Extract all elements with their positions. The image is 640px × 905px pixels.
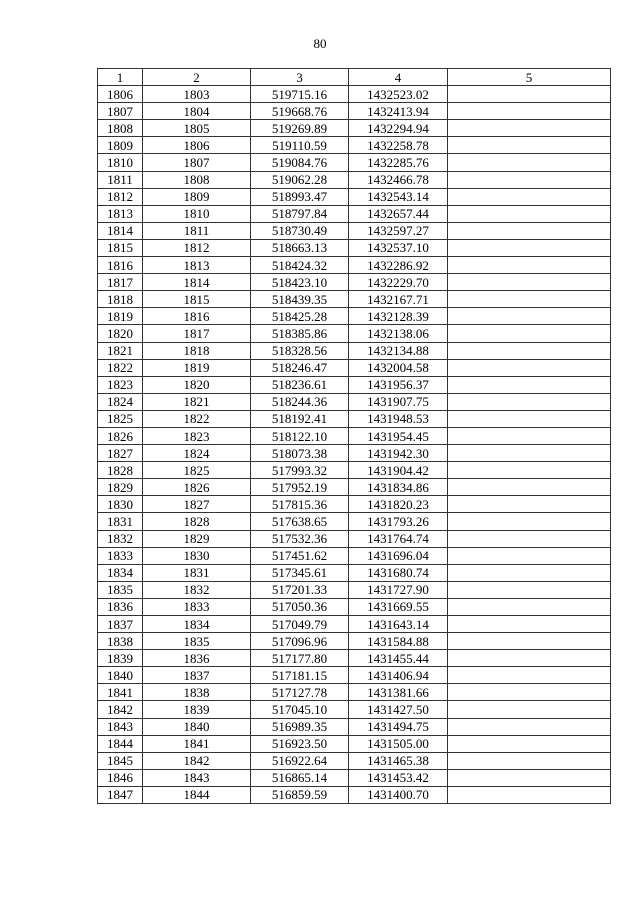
page-number: 80: [313, 36, 327, 51]
table-cell: 518244.36: [251, 393, 349, 410]
table-cell: 1839: [143, 701, 251, 718]
table-cell: 518423.10: [251, 274, 349, 291]
table-row: [98, 86, 611, 103]
table-row: [98, 735, 611, 752]
table-cell: [448, 513, 611, 530]
table-cell: 1804: [143, 103, 251, 120]
table-cell: 519062.28: [251, 171, 349, 188]
table-cell: [448, 735, 611, 752]
table-cell: 1813: [98, 205, 143, 222]
table-row: [98, 530, 611, 547]
table-cell: 518073.38: [251, 445, 349, 462]
table-cell: 1807: [98, 103, 143, 120]
table-cell: 1841: [98, 684, 143, 701]
table-cell: 1431455.44: [349, 650, 448, 667]
table-cell: 1834: [98, 564, 143, 581]
column-header: 3: [251, 69, 349, 86]
table-cell: 1832: [98, 530, 143, 547]
table-cell: [448, 496, 611, 513]
table-cell: 517045.10: [251, 701, 349, 718]
table-cell: 518424.32: [251, 257, 349, 274]
table-cell: 1831: [143, 564, 251, 581]
table-cell: [448, 257, 611, 274]
table-row: [98, 616, 611, 633]
table-cell: 517049.79: [251, 616, 349, 633]
table-cell: 1431406.94: [349, 667, 448, 684]
table-cell: 517345.61: [251, 564, 349, 581]
table-cell: 1432294.94: [349, 120, 448, 137]
table-cell: 518385.86: [251, 325, 349, 342]
table-cell: 1821: [98, 342, 143, 359]
table-cell: 1807: [143, 154, 251, 171]
table-row: [98, 479, 611, 496]
table-cell: [448, 667, 611, 684]
table-cell: 1432134.88: [349, 342, 448, 359]
column-header: 1: [98, 69, 143, 86]
table-row: [98, 154, 611, 171]
table-cell: 516989.35: [251, 718, 349, 735]
table-cell: 518122.10: [251, 427, 349, 444]
table-cell: 1432597.27: [349, 222, 448, 239]
table-cell: 1431669.55: [349, 598, 448, 615]
table-cell: 1831: [98, 513, 143, 530]
table-cell: [448, 752, 611, 769]
table-row: [98, 547, 611, 564]
column-header: 2: [143, 69, 251, 86]
table-cell: [448, 598, 611, 615]
table-cell: 1847: [98, 786, 143, 803]
table-cell: 1834: [143, 616, 251, 633]
table-cell: 1833: [143, 598, 251, 615]
table-cell: 1432657.44: [349, 205, 448, 222]
table-cell: 1432286.92: [349, 257, 448, 274]
table-cell: [448, 718, 611, 735]
table-cell: 1817: [98, 274, 143, 291]
table-cell: 1808: [98, 120, 143, 137]
table-cell: [448, 291, 611, 308]
table-cell: 1819: [143, 359, 251, 376]
table-cell: 518425.28: [251, 308, 349, 325]
table-cell: 1828: [98, 462, 143, 479]
table-cell: 517638.65: [251, 513, 349, 530]
table-cell: [448, 410, 611, 427]
table-cell: 1840: [143, 718, 251, 735]
table-cell: 519715.16: [251, 86, 349, 103]
table-cell: 1837: [98, 616, 143, 633]
table-cell: 1818: [98, 291, 143, 308]
table-cell: [448, 359, 611, 376]
table-row: [98, 239, 611, 256]
table-cell: 1837: [143, 667, 251, 684]
table-cell: 1835: [98, 581, 143, 598]
table-cell: [448, 120, 611, 137]
table-cell: 517177.80: [251, 650, 349, 667]
table-cell: [448, 701, 611, 718]
table-row: [98, 257, 611, 274]
table-cell: [448, 171, 611, 188]
table-cell: 1838: [143, 684, 251, 701]
table-cell: [448, 376, 611, 393]
table-cell: 1812: [143, 239, 251, 256]
coordinates-table: [97, 68, 611, 804]
table-cell: 1824: [98, 393, 143, 410]
table-cell: 1820: [143, 376, 251, 393]
table-row: [98, 376, 611, 393]
table-cell: 519084.76: [251, 154, 349, 171]
table-row: [98, 496, 611, 513]
table-row: [98, 188, 611, 205]
table-cell: 517993.32: [251, 462, 349, 479]
table-cell: [448, 188, 611, 205]
table-row: [98, 325, 611, 342]
table-cell: 1811: [98, 171, 143, 188]
table-cell: [448, 325, 611, 342]
table-row: [98, 342, 611, 359]
table-cell: 1432004.58: [349, 359, 448, 376]
table-cell: 517532.36: [251, 530, 349, 547]
table-row: [98, 445, 611, 462]
table-cell: 517050.36: [251, 598, 349, 615]
table-cell: 1838: [98, 633, 143, 650]
table-cell: 517096.96: [251, 633, 349, 650]
table-cell: 1844: [98, 735, 143, 752]
table-header-row: [98, 69, 611, 86]
table-cell: 1816: [143, 308, 251, 325]
table-cell: 1432229.70: [349, 274, 448, 291]
table-row: [98, 684, 611, 701]
table-cell: [448, 633, 611, 650]
table-cell: [448, 427, 611, 444]
table-cell: 1431942.30: [349, 445, 448, 462]
table-cell: 1830: [143, 547, 251, 564]
table-cell: 1811: [143, 222, 251, 239]
table-cell: 1431793.26: [349, 513, 448, 530]
table-cell: 1820: [98, 325, 143, 342]
table-cell: 518439.35: [251, 291, 349, 308]
table-cell: [448, 103, 611, 120]
table-cell: 1806: [98, 86, 143, 103]
table-cell: 1814: [98, 222, 143, 239]
table-row: [98, 752, 611, 769]
table-cell: 1431696.04: [349, 547, 448, 564]
table-cell: 1842: [143, 752, 251, 769]
table-cell: 1822: [143, 410, 251, 427]
table-row: [98, 701, 611, 718]
table-cell: 1432167.71: [349, 291, 448, 308]
table-cell: 1823: [143, 427, 251, 444]
table-row: [98, 274, 611, 291]
table-cell: 519269.89: [251, 120, 349, 137]
table-cell: 1833: [98, 547, 143, 564]
table-cell: [448, 239, 611, 256]
table-cell: 1842: [98, 701, 143, 718]
table-cell: 1810: [98, 154, 143, 171]
table-cell: 1815: [143, 291, 251, 308]
table-row: [98, 581, 611, 598]
table-cell: 1808: [143, 171, 251, 188]
table-cell: 518993.47: [251, 188, 349, 205]
table-cell: 1817: [143, 325, 251, 342]
table-row: [98, 120, 611, 137]
table-cell: [448, 308, 611, 325]
table-cell: 1431494.75: [349, 718, 448, 735]
table-cell: 1432543.14: [349, 188, 448, 205]
table-cell: 519110.59: [251, 137, 349, 154]
table-cell: 1845: [98, 752, 143, 769]
table-cell: 1829: [143, 530, 251, 547]
table-cell: 516923.50: [251, 735, 349, 752]
table-cell: 1432537.10: [349, 239, 448, 256]
table-row: [98, 205, 611, 222]
table-cell: 1832: [143, 581, 251, 598]
table-cell: 1431453.42: [349, 769, 448, 786]
table-row: [98, 410, 611, 427]
table-row: [98, 291, 611, 308]
table-cell: 1431954.45: [349, 427, 448, 444]
table-cell: 1823: [98, 376, 143, 393]
table-cell: [448, 479, 611, 496]
table-cell: 1814: [143, 274, 251, 291]
table-cell: 519668.76: [251, 103, 349, 120]
table-cell: [448, 769, 611, 786]
table-row: [98, 171, 611, 188]
table-cell: [448, 650, 611, 667]
table-cell: 517815.36: [251, 496, 349, 513]
table-cell: 516859.59: [251, 786, 349, 803]
table-cell: 1824: [143, 445, 251, 462]
table-cell: 518236.61: [251, 376, 349, 393]
table-cell: 517127.78: [251, 684, 349, 701]
table-cell: 1431727.90: [349, 581, 448, 598]
table-row: [98, 359, 611, 376]
table-cell: 1432258.78: [349, 137, 448, 154]
table-cell: [448, 462, 611, 479]
table-row: [98, 718, 611, 735]
table-cell: [448, 205, 611, 222]
table-row: [98, 393, 611, 410]
table-cell: 1431834.86: [349, 479, 448, 496]
table-cell: 1803: [143, 86, 251, 103]
table-cell: 1431948.53: [349, 410, 448, 427]
table-cell: [448, 530, 611, 547]
table-cell: 1843: [143, 769, 251, 786]
table-row: [98, 222, 611, 239]
table-cell: 1821: [143, 393, 251, 410]
table-row: [98, 598, 611, 615]
table-cell: 1846: [98, 769, 143, 786]
table-cell: 1816: [98, 257, 143, 274]
table-row: [98, 667, 611, 684]
table-cell: 1827: [143, 496, 251, 513]
table-cell: 1835: [143, 633, 251, 650]
table-row: [98, 427, 611, 444]
table-cell: [448, 222, 611, 239]
table-cell: [448, 786, 611, 803]
table-cell: 1431427.50: [349, 701, 448, 718]
table-cell: [448, 154, 611, 171]
table-cell: 517201.33: [251, 581, 349, 598]
table-cell: [448, 274, 611, 291]
table-cell: 1809: [143, 188, 251, 205]
table-row: [98, 564, 611, 581]
table-cell: [448, 393, 611, 410]
table-cell: 1432466.78: [349, 171, 448, 188]
table-cell: [448, 684, 611, 701]
table-row: [98, 103, 611, 120]
table-cell: 1826: [143, 479, 251, 496]
table-cell: 516865.14: [251, 769, 349, 786]
table-cell: [448, 616, 611, 633]
table-cell: 1431465.38: [349, 752, 448, 769]
table-cell: [448, 445, 611, 462]
table-cell: 1826: [98, 427, 143, 444]
table-cell: 517952.19: [251, 479, 349, 496]
table-cell: 1431904.42: [349, 462, 448, 479]
table-cell: 1432128.39: [349, 308, 448, 325]
table-cell: 1827: [98, 445, 143, 462]
table-cell: 1815: [98, 239, 143, 256]
table-cell: 1431400.70: [349, 786, 448, 803]
table-cell: 1836: [98, 598, 143, 615]
table-cell: 1843: [98, 718, 143, 735]
table-cell: 1844: [143, 786, 251, 803]
table-cell: 518730.49: [251, 222, 349, 239]
table-cell: 1839: [98, 650, 143, 667]
table-row: [98, 633, 611, 650]
table-cell: 1813: [143, 257, 251, 274]
table-cell: [448, 581, 611, 598]
table-cell: 1822: [98, 359, 143, 376]
table-cell: 1431643.14: [349, 616, 448, 633]
table-row: [98, 462, 611, 479]
table-cell: 1818: [143, 342, 251, 359]
table-cell: 1431505.00: [349, 735, 448, 752]
table-cell: [448, 137, 611, 154]
table-cell: 1840: [98, 667, 143, 684]
table-cell: 1810: [143, 205, 251, 222]
table-body: [98, 86, 611, 804]
table-cell: 1819: [98, 308, 143, 325]
table-cell: 1836: [143, 650, 251, 667]
table-cell: 1809: [98, 137, 143, 154]
table-cell: [448, 342, 611, 359]
table-cell: 1431381.66: [349, 684, 448, 701]
table-cell: 1432285.76: [349, 154, 448, 171]
table-cell: 1432138.06: [349, 325, 448, 342]
table-cell: [448, 564, 611, 581]
table-cell: [448, 547, 611, 564]
table-cell: 518246.47: [251, 359, 349, 376]
table-cell: 1825: [98, 410, 143, 427]
table-cell: 518192.41: [251, 410, 349, 427]
table-cell: 518663.13: [251, 239, 349, 256]
table-row: [98, 137, 611, 154]
table-cell: 518328.56: [251, 342, 349, 359]
table-cell: 1841: [143, 735, 251, 752]
table-cell: 1830: [98, 496, 143, 513]
table-cell: 1431764.74: [349, 530, 448, 547]
table-cell: 1432523.02: [349, 86, 448, 103]
table-cell: 1431907.75: [349, 393, 448, 410]
table-cell: 1805: [143, 120, 251, 137]
table-row: [98, 769, 611, 786]
table-cell: 1806: [143, 137, 251, 154]
table-cell: 1431584.88: [349, 633, 448, 650]
table-row: [98, 650, 611, 667]
table-cell: 1825: [143, 462, 251, 479]
table-row: [98, 308, 611, 325]
table-row: [98, 786, 611, 803]
table-cell: 1812: [98, 188, 143, 205]
table-cell: 518797.84: [251, 205, 349, 222]
table-cell: 1829: [98, 479, 143, 496]
column-header: 4: [349, 69, 448, 86]
table-cell: 1828: [143, 513, 251, 530]
table-cell: 517451.62: [251, 547, 349, 564]
table-cell: 1431956.37: [349, 376, 448, 393]
table-row: [98, 513, 611, 530]
table-cell: 1431820.23: [349, 496, 448, 513]
table-cell: 517181.15: [251, 667, 349, 684]
table-cell: [448, 86, 611, 103]
table-cell: 516922.64: [251, 752, 349, 769]
table-cell: 1432413.94: [349, 103, 448, 120]
table-cell: 1431680.74: [349, 564, 448, 581]
column-header: 5: [448, 69, 611, 86]
